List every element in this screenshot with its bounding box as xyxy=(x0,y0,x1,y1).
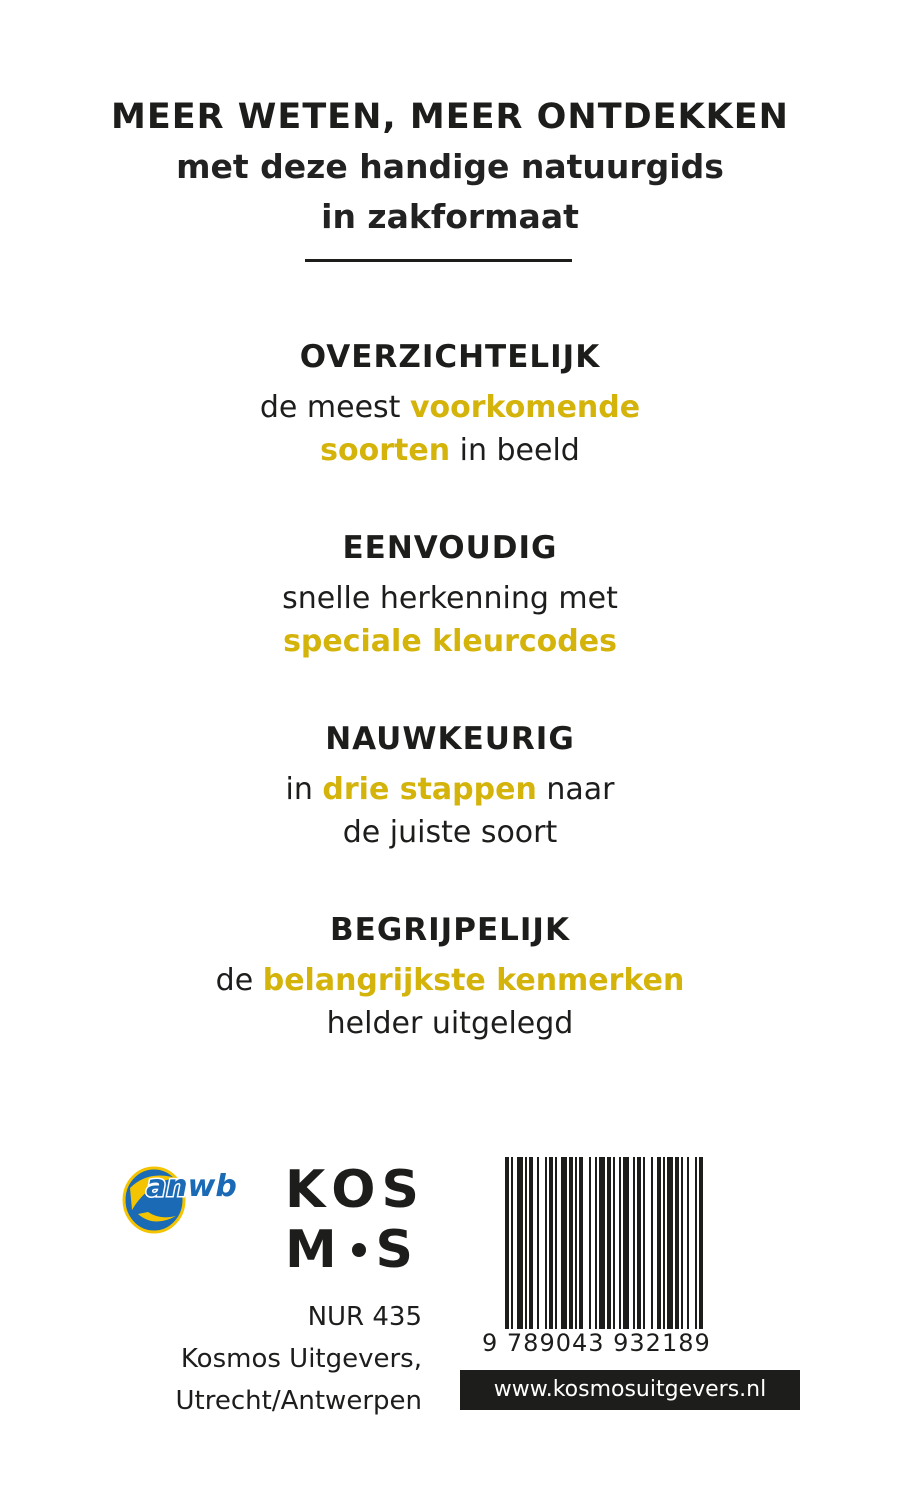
feature-line-2 xyxy=(0,429,900,472)
kosmos-letter: M xyxy=(285,1220,343,1280)
kosmos-letter: K xyxy=(285,1160,332,1220)
website-url: www.kosmosuitgevers.nl xyxy=(460,1370,800,1410)
barcode-icon xyxy=(505,1157,767,1329)
kosmos-logo-row-1 xyxy=(285,1160,425,1220)
kosmos-logo-row-2 xyxy=(285,1220,419,1280)
barcode-bar xyxy=(633,1157,635,1329)
feature-text: in xyxy=(285,772,323,807)
barcode-bar xyxy=(575,1157,577,1329)
feature-title: OVERZICHTELIJK xyxy=(299,339,601,375)
barcode-bar xyxy=(699,1157,703,1329)
feature-highlight: soorten xyxy=(320,433,451,468)
feature-highlight: speciale kleurcodes xyxy=(283,624,617,659)
barcode-bar xyxy=(517,1157,523,1329)
barcode-bar xyxy=(667,1157,673,1329)
barcode-bar xyxy=(599,1157,605,1329)
barcode-bar xyxy=(643,1157,645,1329)
feature-line-1 xyxy=(0,386,900,429)
feature-eenvoudig xyxy=(0,527,900,663)
barcode-bar xyxy=(549,1157,553,1329)
barcode-bar xyxy=(657,1157,661,1329)
feature-text: in beeld xyxy=(450,433,580,468)
barcode-bar xyxy=(569,1157,573,1329)
anwb-logo-icon xyxy=(120,1158,260,1238)
feature-line-2 xyxy=(0,620,900,663)
feature-highlight: belangrijkste kenmerken xyxy=(262,963,685,998)
publisher-city: Utrecht/Antwerpen xyxy=(175,1386,422,1416)
barcode-bar xyxy=(637,1157,641,1329)
feature-begrijpelijk xyxy=(0,909,900,1045)
headline-block xyxy=(0,92,900,242)
imprint-block xyxy=(120,1296,422,1422)
feature-line-1 xyxy=(0,768,900,811)
barcode-bar xyxy=(619,1157,621,1329)
feature-text: naar xyxy=(536,772,615,807)
barcode-bar xyxy=(613,1157,615,1329)
feature-line-1 xyxy=(0,959,900,1002)
barcode-bar xyxy=(695,1157,697,1329)
kosmos-letter: O xyxy=(331,1160,382,1220)
feature-text: de xyxy=(215,963,263,998)
barcode-bar xyxy=(589,1157,591,1329)
barcode-bar xyxy=(525,1157,527,1329)
nur-code: NUR 435 xyxy=(307,1302,422,1332)
barcode-bar xyxy=(511,1157,513,1329)
barcode-bar xyxy=(595,1157,597,1329)
feature-nauwkeurig xyxy=(0,718,900,854)
barcode-bar xyxy=(623,1157,629,1329)
barcode-bar xyxy=(651,1157,653,1329)
barcode-bar xyxy=(681,1157,683,1329)
barcode-bar xyxy=(505,1157,509,1329)
barcode-bar xyxy=(675,1157,679,1329)
feature-highlight: drie stappen xyxy=(322,772,537,807)
feature-overzichtelijk xyxy=(0,336,900,472)
barcode-bar xyxy=(663,1157,665,1329)
feature-line-1: snelle herkenning met xyxy=(282,581,618,616)
barcode-bar xyxy=(687,1157,689,1329)
barcode-bar xyxy=(545,1157,547,1329)
barcode-bar xyxy=(537,1157,539,1329)
isbn-number: 9 789043 932189 xyxy=(482,1329,711,1357)
barcode-bar xyxy=(555,1157,557,1329)
feature-line-2: de juiste soort xyxy=(342,815,558,850)
barcode-bar xyxy=(529,1157,533,1329)
feature-title: EENVOUDIG xyxy=(342,530,558,566)
anwb-wordmark: anwb xyxy=(146,1169,237,1204)
barcode-bar xyxy=(607,1157,611,1329)
publisher-name: Kosmos Uitgevers, xyxy=(180,1344,422,1374)
feature-line-2: helder uitgelegd xyxy=(326,1006,574,1041)
kosmos-letter: S xyxy=(375,1220,419,1280)
headline-title: MEER WETEN, MEER ONTDEKKEN xyxy=(111,97,789,137)
kosmos-letter: S xyxy=(381,1160,425,1220)
feature-highlight: voorkomende xyxy=(409,390,641,425)
feature-text: de meest xyxy=(259,390,410,425)
headline-line-2: met deze handige natuurgids xyxy=(176,147,724,186)
divider-rule xyxy=(305,259,572,262)
barcode-bar xyxy=(579,1157,583,1329)
barcode-bar xyxy=(561,1157,567,1329)
kosmos-dot-icon xyxy=(352,1243,366,1257)
headline-line-3: in zakformaat xyxy=(321,197,579,236)
kosmos-logo xyxy=(285,1160,425,1280)
feature-title: BEGRIJPELIJK xyxy=(330,912,570,948)
feature-title: NAUWKEURIG xyxy=(325,721,575,757)
